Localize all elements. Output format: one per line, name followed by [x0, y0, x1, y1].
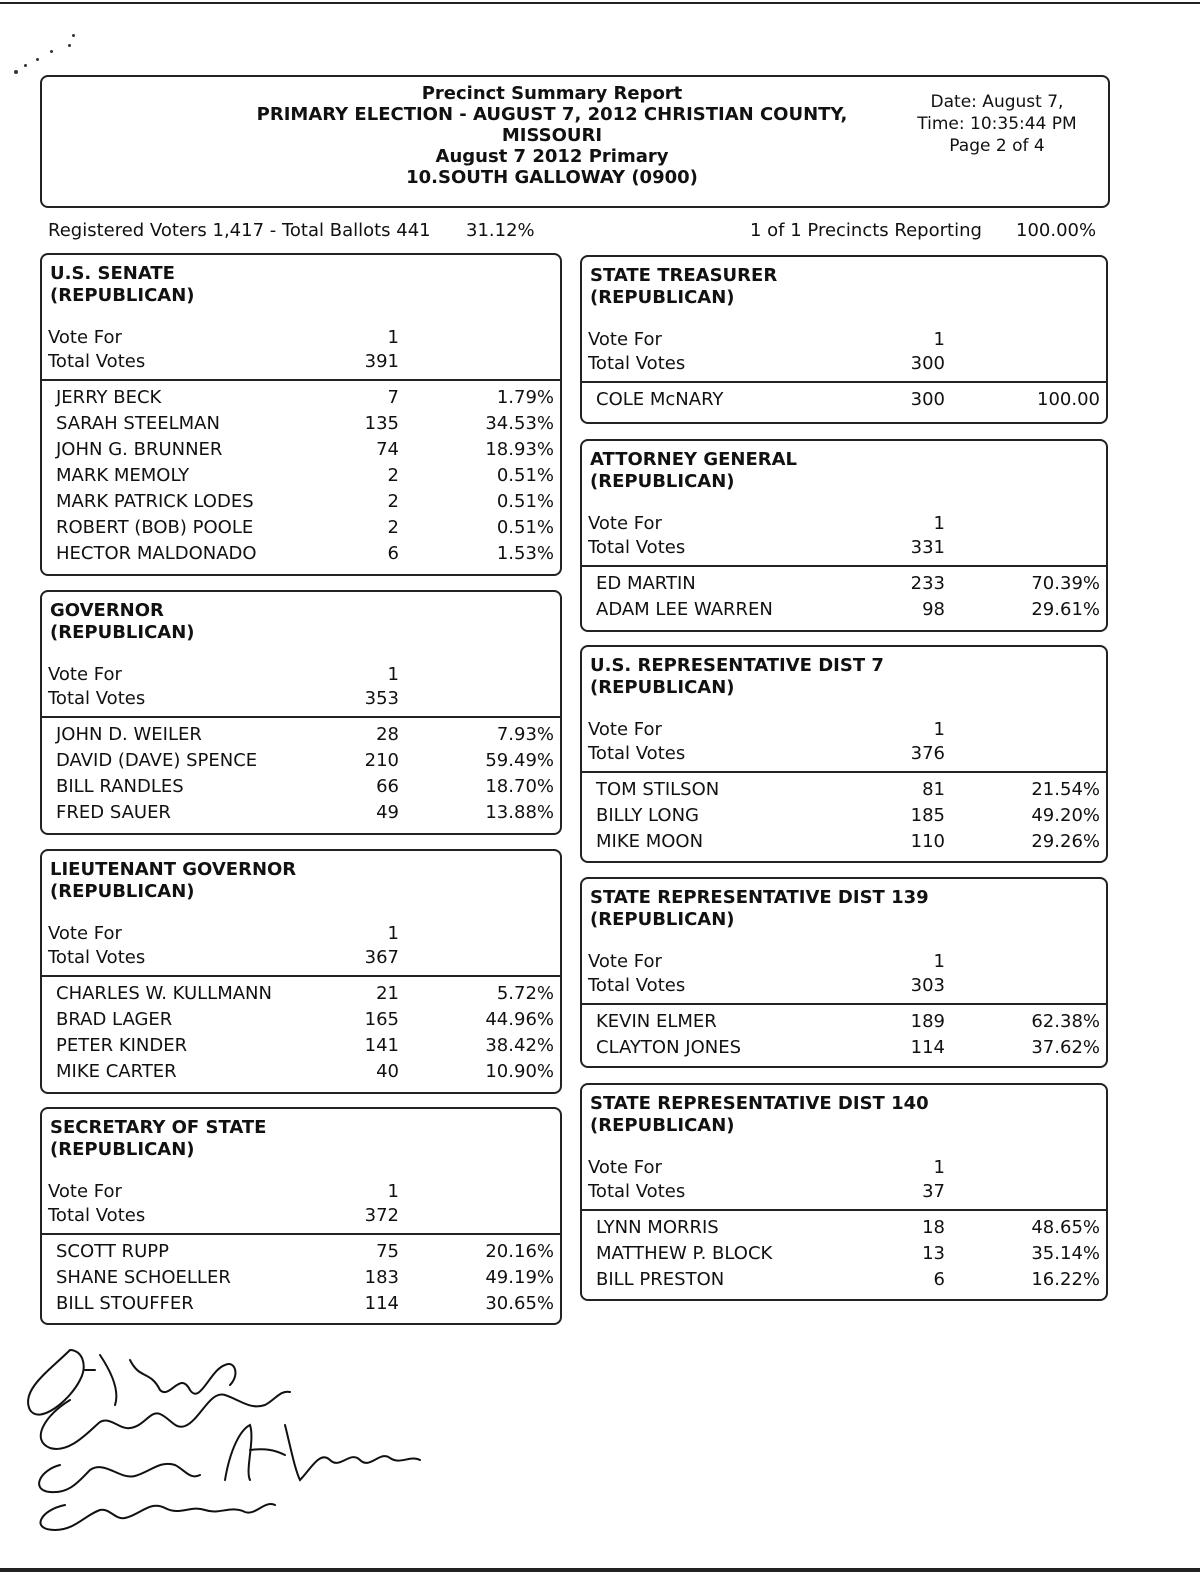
candidate-percent: 0.51%: [496, 491, 554, 512]
report-date: Date: August 7,: [930, 92, 1064, 112]
candidate-votes: 98: [922, 599, 945, 620]
candidate-percent: 0.51%: [496, 517, 554, 538]
candidate-name: MATTHEW P. BLOCK: [596, 1243, 773, 1264]
race-party: (REPUBLICAN): [590, 1115, 735, 1136]
candidate-votes: 210: [364, 750, 399, 771]
candidate-name: SHANE SCHOELLER: [56, 1267, 231, 1288]
candidate-name: SARAH STEELMAN: [56, 413, 220, 434]
race-box: [580, 1083, 1108, 1301]
total-votes-label: Total Votes: [588, 975, 686, 996]
vote-for-label: Vote For: [48, 1181, 122, 1202]
vote-for-value: 1: [387, 923, 399, 944]
race-party: (REPUBLICAN): [590, 909, 735, 930]
total-votes-label: Total Votes: [588, 537, 686, 558]
candidate-votes: 66: [376, 776, 399, 797]
candidate-percent: 37.62%: [1031, 1037, 1100, 1058]
race-divider: [42, 1233, 560, 1235]
precincts-reporting: 1 of 1 Precincts Reporting: [750, 220, 982, 241]
total-votes-value: 37: [922, 1181, 945, 1202]
vote-for-label: Vote For: [588, 513, 662, 534]
race-title: [50, 263, 195, 307]
registered-voters: Registered Voters 1,417 - Total Ballots 441: [48, 220, 431, 241]
candidate-votes: 2: [387, 517, 399, 538]
report-header: [40, 75, 1110, 208]
race-party: (REPUBLICAN): [50, 285, 195, 306]
signatures: [10, 1330, 450, 1540]
candidate-votes: 40: [376, 1061, 399, 1082]
total-votes-label: Total Votes: [48, 351, 146, 372]
signature-2: [41, 1392, 290, 1449]
candidate-name: BILL RANDLES: [56, 776, 184, 797]
race-office: U.S. REPRESENTATIVE DIST 7: [590, 655, 884, 676]
race-party: (REPUBLICAN): [50, 622, 195, 643]
report-title-block: [222, 83, 882, 188]
race-office: ATTORNEY GENERAL: [590, 449, 798, 470]
candidate-votes: 49: [376, 802, 399, 823]
candidate-name: TOM STILSON: [596, 779, 720, 800]
race-title: [50, 859, 296, 903]
candidate-votes: 183: [364, 1267, 399, 1288]
candidate-percent: 59.49%: [485, 750, 554, 771]
total-votes-value: 331: [910, 537, 945, 558]
report-time: Time: 10:35:44 PM: [917, 114, 1077, 134]
candidate-name: BILL PRESTON: [596, 1269, 725, 1290]
candidate-name: FRED SAUER: [56, 802, 171, 823]
candidate-percent: 10.90%: [485, 1061, 554, 1082]
candidate-name: PETER KINDER: [56, 1035, 188, 1056]
candidate-name: BILLY LONG: [596, 805, 700, 826]
total-votes-value: 372: [364, 1205, 399, 1226]
vote-for-value: 1: [933, 951, 945, 972]
race-office: GOVERNOR: [50, 600, 164, 621]
report-title: Precinct Summary Report: [421, 83, 683, 104]
race-box: [40, 1107, 562, 1325]
candidate-votes: 300: [910, 389, 945, 410]
candidate-percent: 100.00: [1037, 389, 1100, 410]
race-party: (REPUBLICAN): [590, 287, 735, 308]
candidate-votes: 6: [387, 543, 399, 564]
precincts-reporting-percent: 100.00%: [1016, 220, 1097, 241]
vote-for-value: 1: [933, 719, 945, 740]
candidate-votes: 114: [364, 1293, 399, 1314]
candidate-name: KEVIN ELMER: [596, 1011, 717, 1032]
race-title: [590, 265, 777, 309]
total-votes-label: Total Votes: [588, 1181, 686, 1202]
candidate-name: ADAM LEE WARREN: [596, 599, 773, 620]
total-votes-label: Total Votes: [588, 743, 686, 764]
report-meta: [897, 91, 1097, 157]
candidate-name: ROBERT (BOB) POOLE: [56, 517, 254, 538]
candidate-name: COLE McNARY: [596, 389, 724, 410]
race-party: (REPUBLICAN): [590, 471, 735, 492]
vote-for-value: 1: [933, 329, 945, 350]
candidate-percent: 49.19%: [485, 1267, 554, 1288]
candidate-votes: 75: [376, 1241, 399, 1262]
candidate-votes: 141: [364, 1035, 399, 1056]
bottom-border-line: [0, 1568, 1200, 1572]
candidate-votes: 2: [387, 491, 399, 512]
candidate-name: MARK MEMOLY: [56, 465, 190, 486]
race-title: [50, 1117, 266, 1161]
race-office: SECRETARY OF STATE: [50, 1117, 267, 1138]
race-office: U.S. SENATE: [50, 263, 175, 284]
race-box: [40, 849, 562, 1094]
total-votes-value: 376: [910, 743, 945, 764]
candidate-votes: 185: [910, 805, 945, 826]
candidate-votes: 74: [376, 439, 399, 460]
candidate-votes: 114: [910, 1037, 945, 1058]
candidate-percent: 38.42%: [485, 1035, 554, 1056]
candidate-votes: 189: [910, 1011, 945, 1032]
candidate-percent: 48.65%: [1031, 1217, 1100, 1238]
candidate-votes: 165: [364, 1009, 399, 1030]
race-office: STATE REPRESENTATIVE DIST 139: [590, 887, 929, 908]
candidate-votes: 2: [387, 465, 399, 486]
candidate-percent: 44.96%: [485, 1009, 554, 1030]
race-divider: [582, 565, 1106, 567]
candidate-percent: 34.53%: [485, 413, 554, 434]
candidate-percent: 13.88%: [485, 802, 554, 823]
vote-for-label: Vote For: [588, 951, 662, 972]
vote-for-label: Vote For: [588, 329, 662, 350]
candidate-percent: 29.26%: [1031, 831, 1100, 852]
race-box: [580, 255, 1108, 424]
race-title: [50, 600, 195, 644]
candidate-votes: 7: [387, 387, 399, 408]
race-divider: [42, 379, 560, 381]
total-votes-value: 300: [910, 353, 945, 374]
vote-for-value: 1: [933, 513, 945, 534]
candidate-name: DAVID (DAVE) SPENCE: [56, 750, 258, 771]
candidate-percent: 35.14%: [1031, 1243, 1100, 1264]
candidate-votes: 6: [933, 1269, 945, 1290]
candidate-percent: 21.54%: [1031, 779, 1100, 800]
race-box: [580, 645, 1108, 863]
race-office: STATE REPRESENTATIVE DIST 140: [590, 1093, 929, 1114]
election-subtitle: August 7 2012 Primary: [435, 146, 669, 167]
race-office: STATE TREASURER: [590, 265, 778, 286]
candidate-name: BRAD LAGER: [56, 1009, 173, 1030]
total-votes-value: 353: [364, 688, 399, 709]
candidate-name: BILL STOUFFER: [56, 1293, 194, 1314]
total-votes-label: Total Votes: [48, 688, 146, 709]
candidate-percent: 0.51%: [496, 465, 554, 486]
total-votes-value: 391: [364, 351, 399, 372]
vote-for-value: 1: [933, 1157, 945, 1178]
candidate-votes: 81: [922, 779, 945, 800]
total-votes-label: Total Votes: [588, 353, 686, 374]
race-title: [590, 1093, 929, 1137]
candidate-votes: 28: [376, 724, 399, 745]
race-office: LIEUTENANT GOVERNOR: [50, 859, 297, 880]
candidate-percent: 18.70%: [485, 776, 554, 797]
candidate-name: JOHN D. WEILER: [56, 724, 202, 745]
race-title: [590, 449, 797, 493]
vote-for-label: Vote For: [48, 327, 122, 348]
race-divider: [42, 975, 560, 977]
signature-3: [39, 1425, 420, 1492]
page-number: Page 2 of 4: [949, 136, 1045, 156]
candidate-name: MARK PATRICK LODES: [56, 491, 254, 512]
signature-4: [41, 1504, 275, 1530]
vote-for-label: Vote For: [48, 923, 122, 944]
total-votes-label: Total Votes: [48, 947, 146, 968]
vote-for-label: Vote For: [48, 664, 122, 685]
total-votes-value: 303: [910, 975, 945, 996]
candidate-name: LYNN MORRIS: [596, 1217, 719, 1238]
candidate-percent: 7.93%: [496, 724, 554, 745]
election-state: MISSOURI: [501, 125, 603, 146]
precinct-name: 10.SOUTH GALLOWAY (0900): [406, 167, 698, 188]
candidate-percent: 62.38%: [1031, 1011, 1100, 1032]
candidate-name: MIKE CARTER: [56, 1061, 177, 1082]
top-border-line: [0, 2, 1200, 4]
turnout-percent: 31.12%: [466, 220, 535, 241]
race-divider: [582, 771, 1106, 773]
race-divider: [582, 1003, 1106, 1005]
race-party: (REPUBLICAN): [50, 1139, 195, 1160]
race-box: [580, 439, 1108, 632]
candidate-votes: 21: [376, 983, 399, 1004]
candidate-percent: 20.16%: [485, 1241, 554, 1262]
candidate-votes: 233: [910, 573, 945, 594]
candidate-percent: 5.72%: [496, 983, 554, 1004]
candidate-votes: 110: [910, 831, 945, 852]
candidate-votes: 135: [364, 413, 399, 434]
candidate-percent: 1.53%: [496, 543, 554, 564]
vote-for-value: 1: [387, 664, 399, 685]
candidate-name: JERRY BECK: [56, 387, 162, 408]
candidate-name: CHARLES W. KULLMANN: [56, 983, 272, 1004]
candidate-name: SCOTT RUPP: [56, 1241, 169, 1262]
race-party: (REPUBLICAN): [50, 881, 195, 902]
signature-1: [28, 1350, 235, 1415]
candidate-votes: 13: [922, 1243, 945, 1264]
candidate-percent: 1.79%: [496, 387, 554, 408]
candidate-percent: 70.39%: [1031, 573, 1100, 594]
vote-for-label: Vote For: [588, 1157, 662, 1178]
race-box: [580, 877, 1108, 1068]
candidate-name: CLAYTON JONES: [596, 1037, 742, 1058]
vote-for-value: 1: [387, 327, 399, 348]
candidate-name: ED MARTIN: [596, 573, 696, 594]
candidate-percent: 16.22%: [1031, 1269, 1100, 1290]
candidate-name: JOHN G. BRUNNER: [56, 439, 223, 460]
total-votes-label: Total Votes: [48, 1205, 146, 1226]
race-divider: [42, 716, 560, 718]
total-votes-value: 367: [364, 947, 399, 968]
candidate-votes: 18: [922, 1217, 945, 1238]
candidate-percent: 30.65%: [485, 1293, 554, 1314]
race-divider: [582, 1209, 1106, 1211]
race-title: [590, 887, 929, 931]
race-title: [590, 655, 884, 699]
candidate-percent: 18.93%: [485, 439, 554, 460]
race-box: [40, 253, 562, 576]
vote-for-label: Vote For: [588, 719, 662, 740]
vote-for-value: 1: [387, 1181, 399, 1202]
candidate-name: MIKE MOON: [596, 831, 704, 852]
race-divider: [582, 381, 1106, 383]
election-title: PRIMARY ELECTION - AUGUST 7, 2012 CHRISTIAN COUNTY,: [256, 104, 848, 125]
candidate-name: HECTOR MALDONADO: [56, 543, 257, 564]
race-party: (REPUBLICAN): [590, 677, 735, 698]
candidate-percent: 49.20%: [1031, 805, 1100, 826]
candidate-percent: 29.61%: [1031, 599, 1100, 620]
race-box: [40, 590, 562, 835]
